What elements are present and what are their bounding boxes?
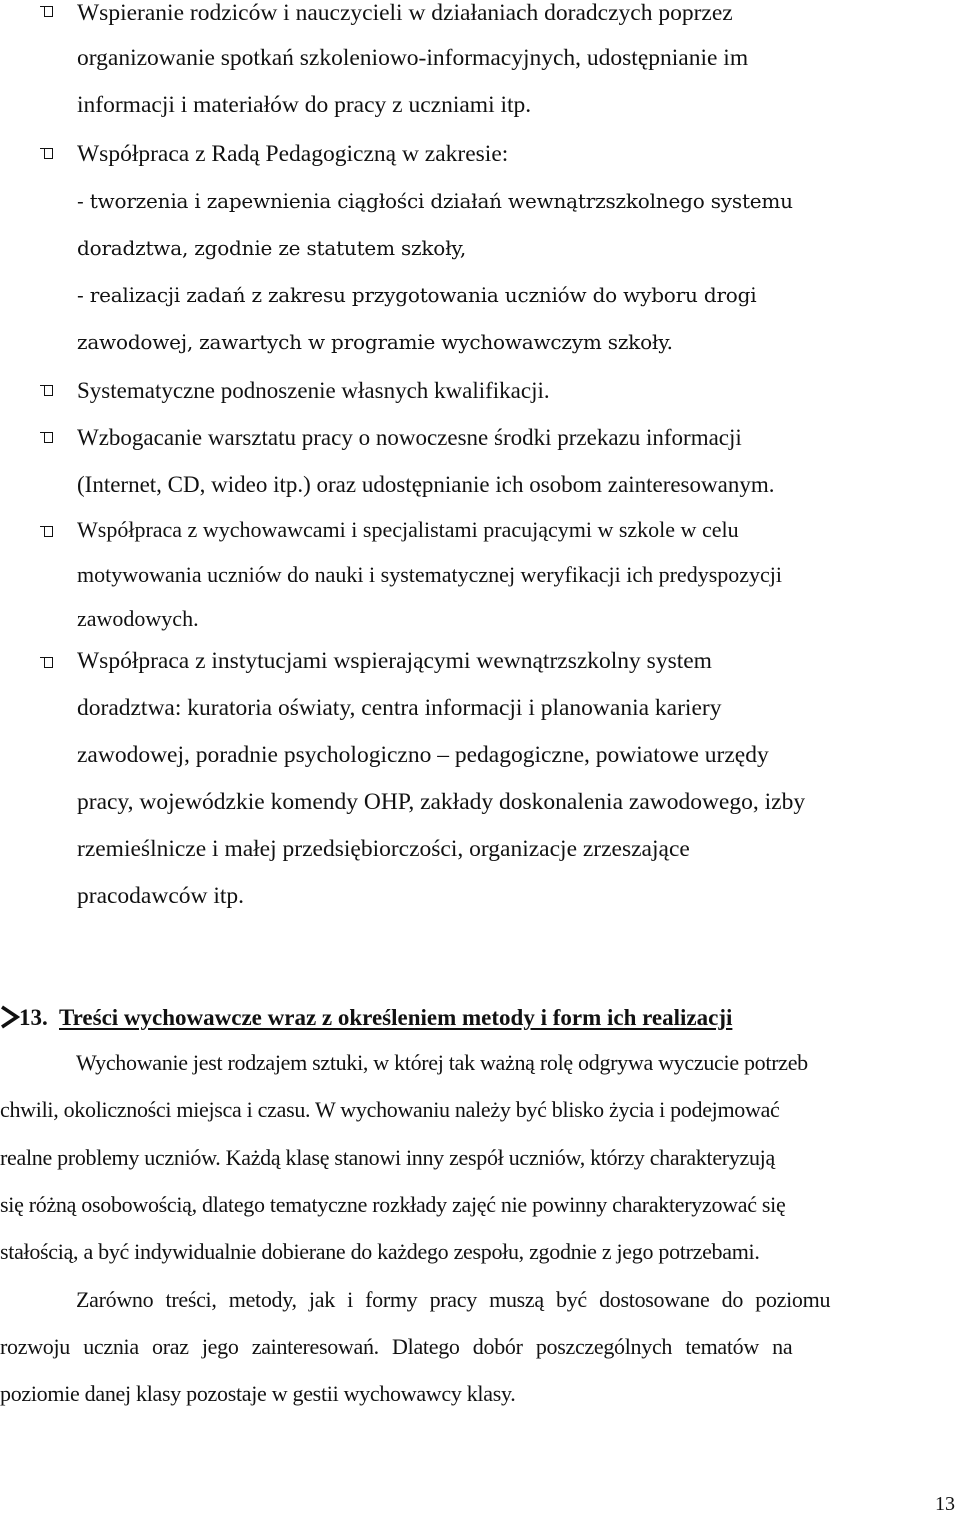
paragraph-2-line-1: Zarówno treści, metody, jak i formy pracy muszą być dostosowane do poziomu — [76, 1287, 831, 1312]
bullet-6-line-6: pracodawców itp. — [77, 883, 245, 909]
bullet-6-line-1: Współpraca z instytucjami wspierającymi wewnątrzszkolny system — [77, 648, 712, 674]
list-bullet-icon — [44, 385, 53, 396]
bullet-5-line-2: motywowania uczniów do nauki i systematycznej weryfikacji ich predyspozycji — [77, 562, 783, 587]
paragraph-2-line-2: rozwoju ucznia oraz jego zainteresowań. Dlatego dobór poszczególnych tematów na — [0, 1334, 793, 1359]
list-bullet-icon — [44, 6, 53, 17]
bullet-2-line-1: Współpraca z Radą Pedagogiczną w zakresie: — [77, 141, 509, 167]
paragraph-1-line-3: realne problemy uczniów. Każdą klasę stanowi inny zespół uczniów, którzy charakteryzują — [0, 1145, 775, 1170]
section-number: 13. — [19, 1005, 48, 1030]
bullet-6-line-4: pracy, wojewódzkie komendy OHP, zakłady doskonalenia zawodowego, izby — [77, 789, 806, 815]
page-number: 13 — [935, 1493, 955, 1515]
bullet-6-line-5: rzemieślnicze i małej przedsiębiorczości, organizacje zrzeszające — [77, 836, 690, 862]
bullet-5-line-1: Współpraca z wychowawcami i specjalistami pracującymi w szkole w celu — [77, 517, 739, 542]
paragraph-1-line-5: stałością, a być indywidualnie dobierane do każdego zespołu, zgodnie z jego potrzebami. — [0, 1239, 760, 1264]
bullet-6-line-2: doradztwa: kuratoria oświaty, centra informacji i planowania kariery — [77, 695, 722, 721]
bullet-2-line-2: - tworzenia i zapewnienia ciągłości działań wewnątrzszkolnego systemu — [77, 189, 793, 213]
bullet-2-line-3: doradztwa, zgodnie ze statutem szkoły, — [77, 236, 467, 260]
bullet-2-line-5: zawodowej, zawartych w programie wychowawczym szkoły. — [77, 330, 673, 354]
list-bullet-icon — [44, 526, 53, 537]
bullet-2-line-4: - realizacji zadań z zakresu przygotowania uczniów do wyboru drogi — [77, 283, 757, 307]
list-bullet-icon — [44, 432, 53, 443]
list-bullet-icon — [44, 657, 53, 668]
bullet-1-line-3: informacji i materiałów do pracy z uczniami itp. — [77, 92, 532, 118]
bullet-1-line-2: organizowanie spotkań szkoleniowo-informacyjnych, udostępnianie im — [77, 45, 749, 71]
list-bullet-icon — [44, 148, 53, 159]
bullet-1-line-1: Wspieranie rodziców i nauczycieli w działaniach doradczych poprzez — [77, 0, 733, 26]
bullet-4-line-2: (Internet, CD, wideo itp.) oraz udostępnianie ich osobom zainteresowanym. — [77, 472, 775, 497]
section-title: Treści wychowawcze wraz z określeniem metody i form ich realizacji — [59, 1005, 733, 1030]
section-arrow-icon — [0, 1005, 20, 1029]
paragraph-2-line-3: poziomie danej klasy pozostaje w gestii wychowawcy klasy. — [0, 1381, 516, 1406]
paragraph-1-line-2: chwili, okoliczności miejsca i czasu. W wychowaniu należy być blisko życia i podejmować — [0, 1097, 780, 1122]
paragraph-1-line-1: Wychowanie jest rodzajem sztuki, w której tak ważną rolę odgrywa wyczucie potrzeb — [76, 1050, 808, 1075]
paragraph-1-line-4: się różną osobowością, dlatego tematyczne rozkłady zajęć nie powinny charakteryzować się — [0, 1192, 786, 1217]
bullet-3-line-1: Systematyczne podnoszenie własnych kwalifikacji. — [77, 378, 550, 403]
bullet-5-line-3: zawodowych. — [77, 606, 199, 631]
bullet-6-line-3: zawodowej, poradnie psychologiczno – pedagogiczne, powiatowe urzędy — [77, 742, 769, 768]
bullet-4-line-1: Wzbogacanie warsztatu pracy o nowoczesne środki przekazu informacji — [77, 425, 742, 450]
